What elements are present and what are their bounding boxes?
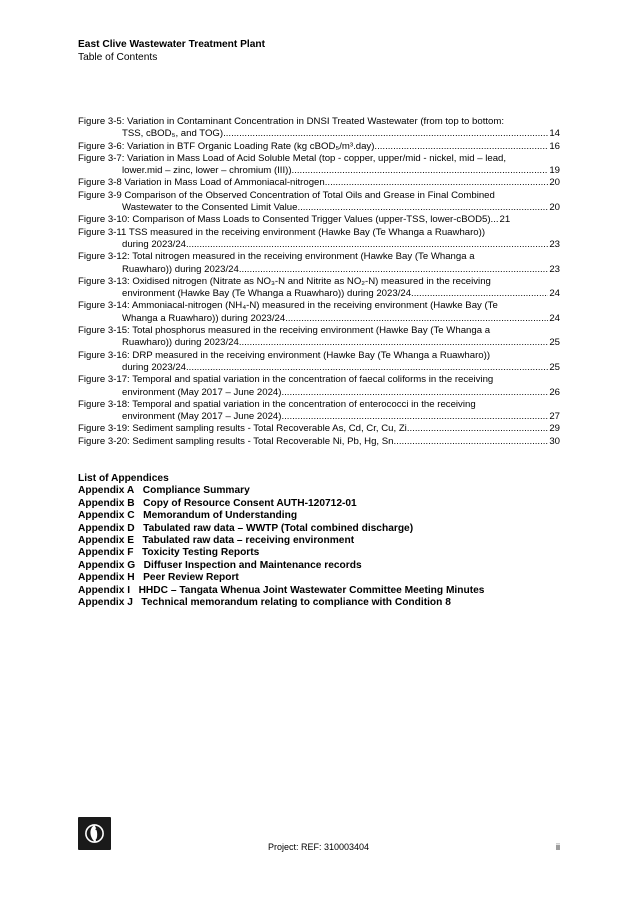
appendix-item[interactable] (78, 560, 484, 572)
toc-entry-line (78, 165, 560, 177)
toc-entry-text: Wastewater to the Consented Limit Value (122, 202, 298, 214)
toc-entry[interactable] (78, 276, 560, 301)
toc-entry-text: environment (May 2017 – June 2024) (122, 411, 282, 423)
toc-entry[interactable] (78, 116, 560, 141)
document-header (78, 39, 265, 64)
toc-leader-dots (186, 239, 548, 251)
toc-entry[interactable] (78, 227, 560, 252)
toc-entry-line (78, 128, 560, 140)
toc-page-number: 24 (549, 288, 560, 300)
appendix-title: Memorandum of Understanding (143, 510, 298, 522)
toc-entry-text: TSS, cBOD₅, and TOG) (122, 128, 224, 140)
toc-entry[interactable] (78, 423, 560, 435)
toc-page-number: 25 (549, 361, 560, 373)
toc-page-number: 25 (549, 337, 560, 349)
toc-entry[interactable] (78, 300, 560, 325)
toc-page-number: 23 (549, 263, 560, 275)
toc-page-number: 16 (549, 140, 560, 152)
toc-entry-text: Figure 3-8 Variation in Mass Load of Ammoniacal-nitrogen (78, 177, 325, 189)
toc-entry-text: environment (Hawke Bay (Te Whanga a Ruawharo)) during 2023/24 (122, 288, 412, 300)
toc-entry[interactable] (78, 141, 560, 153)
toc-entry[interactable] (78, 374, 560, 399)
appendix-item[interactable] (78, 510, 484, 522)
toc-entry-line (78, 288, 560, 300)
toc-entry[interactable] (78, 190, 560, 215)
toc-page-number: 24 (549, 312, 560, 324)
toc-entry[interactable] (78, 399, 560, 424)
toc-entry-text: Figure 3-18: Temporal and spatial variation in the concentration of enterococci in the receiving (78, 398, 476, 410)
toc-entry-line (78, 423, 560, 435)
appendix-label: Appendix I (78, 584, 131, 596)
toc-entry-line (78, 300, 560, 312)
toc-entry-text: Figure 3-14: Ammoniacal-nitrogen (NH₄-N) measured in the receiving environment (Hawke Bay (Te (78, 300, 498, 312)
appendix-title: Compliance Summary (142, 485, 250, 497)
toc-entry-line (78, 337, 560, 349)
toc-entry-text: Figure 3-11 TSS measured in the receiving environment (Hawke Bay (Te Whanga a Ruawharo)) (78, 226, 486, 238)
toc-leader-dots (411, 288, 548, 300)
toc-leader-dots (325, 177, 549, 189)
toc-entry-text: environment (May 2017 – June 2024) (122, 386, 282, 398)
toc-entry-line (78, 276, 560, 288)
toc-entry[interactable] (78, 350, 560, 375)
appendix-item[interactable] (78, 535, 484, 547)
toc-leader-dots (297, 202, 548, 214)
toc-leader-dots (394, 436, 549, 448)
toc-entry-line (78, 116, 560, 128)
toc-entry-line (78, 374, 560, 386)
toc-entry-text: Figure 3-13: Oxidised nitrogen (Nitrate as NO₃-N and Nitrite as NO₂-N) measured in the receiving (78, 275, 491, 287)
toc-leader-dots (407, 423, 549, 435)
toc-entry-line (78, 313, 560, 325)
appendix-item[interactable] (78, 485, 484, 497)
project-reference: Project: REF: 310003404 (268, 842, 370, 852)
toc-page-number: 26 (549, 386, 560, 398)
toc-entry-text: Ruawharo)) during 2023/24 (122, 337, 239, 349)
toc-page-number: 23 (549, 238, 560, 250)
toc-leader-dots (281, 387, 548, 399)
toc-entry-line (78, 214, 560, 226)
appendix-item[interactable] (78, 597, 484, 609)
toc-page-number: 20 (549, 202, 560, 214)
toc-entry-line (78, 362, 560, 374)
toc-entry-line (78, 411, 560, 423)
appendix-item[interactable] (78, 572, 484, 584)
appendix-label: Appendix F (78, 547, 134, 559)
toc-entry-line (78, 251, 560, 263)
appendix-item[interactable] (78, 498, 484, 510)
appendix-label: Appendix H (78, 572, 135, 584)
toc-entry-text: Whanga a Ruawharo)) during 2023/24 (122, 312, 286, 324)
toc-page-number: 19 (549, 165, 560, 177)
toc-entry-text: Figure 3-19: Sediment sampling results - Total Recoverable As, Cd, Cr, Cu, Zi (78, 423, 407, 435)
toc-leader-dots (239, 337, 549, 349)
stantec-logo-icon (78, 817, 111, 850)
toc-entry-line (78, 399, 560, 411)
toc-entry-text: Figure 3-16: DRP measured in the receiving environment (Hawke Bay (Te Whanga a Ruawharo)) (78, 349, 491, 361)
toc-entry-line (78, 239, 560, 251)
toc-entry-text: Figure 3-10: Comparison of Mass Loads to Consented Trigger Values (upper-TSS, lower-cBOD5) (78, 214, 491, 226)
document-title: East Clive Wastewater Treatment Plant (78, 39, 266, 50)
toc-leader-dots (374, 141, 548, 153)
appendix-label: Appendix D (78, 522, 135, 534)
appendix-title: Copy of Resource Consent AUTH-120712-01 (143, 497, 357, 509)
toc-entry-line (78, 325, 560, 337)
toc-entry-text: Ruawharo)) during 2023/24 (122, 263, 239, 275)
toc-entry[interactable] (78, 153, 560, 178)
toc-page-number: 29 (549, 423, 560, 435)
toc-leader-dots (281, 411, 548, 423)
toc-entry-line (78, 387, 560, 399)
appendix-label: Appendix E (78, 535, 135, 547)
toc-entry-text: lower.mid – zinc, lower – chromium (III)) (122, 165, 292, 177)
toc-entry-line (78, 190, 560, 202)
toc-entry[interactable] (78, 436, 560, 448)
toc-entry-text: Figure 3-20: Sediment sampling results - Total Recoverable Ni, Pb, Hg, Sn (78, 435, 394, 447)
toc-entry[interactable] (78, 251, 560, 276)
toc-entry-line (78, 350, 560, 362)
toc-entry-text: Figure 3-5: Variation in Contaminant Concentration in DNSI Treated Wastewater (from top to bottom: (78, 116, 505, 127)
appendix-item[interactable] (78, 547, 484, 559)
document-subtitle: Table of Contents (78, 51, 158, 63)
appendix-label: Appendix A (78, 485, 135, 497)
toc-page-number: 14 (549, 128, 560, 140)
toc-entry-text: during 2023/24 (122, 238, 187, 250)
toc-page-number: 27 (549, 411, 560, 423)
toc-entry[interactable] (78, 177, 560, 189)
toc-entry-text: Figure 3-7: Variation in Mass Load of Acid Soluble Metal (top - copper, upper/mid - nickel, mid – lead, (78, 152, 507, 164)
toc-leader-dots (186, 362, 548, 374)
toc-page-number: 30 (549, 435, 560, 447)
toc-entry-text: Figure 3-12: Total nitrogen measured in the receiving environment (Hawke Bay (Te Whanga a (78, 251, 475, 263)
toc-page-number: 21 (499, 214, 511, 226)
toc-leader-dots (292, 165, 549, 177)
toc-entry-text: Figure 3-9 Comparison of the Observed Concentration of Total Oils and Grease in Final Combined (78, 189, 495, 201)
appendix-label: Appendix J (78, 597, 133, 609)
appendix-title: HHDC – Tangata Whenua Joint Wastewater Committee Meeting Minutes (138, 584, 485, 596)
appendix-label: Appendix B (78, 497, 135, 509)
appendix-title: Tabulated raw data – receiving environment (142, 535, 355, 547)
appendix-item[interactable] (78, 585, 484, 597)
toc-entry-line (78, 202, 560, 214)
appendices-heading: List of Appendices (78, 473, 169, 484)
toc-entry-text: Figure 3-6: Variation in BTF Organic Loading Rate (kg cBOD₅/m³.day) (78, 140, 375, 152)
toc-leader-dots (239, 264, 549, 276)
list-of-figures (78, 116, 560, 448)
page-number: ii (556, 842, 560, 852)
toc-entry-line (78, 227, 560, 239)
toc-leader-dots (285, 313, 548, 325)
appendix-item[interactable] (78, 523, 484, 535)
appendix-title: Tabulated raw data – WWTP (Total combined discharge) (143, 522, 414, 534)
toc-leader-dots (491, 214, 499, 226)
list-of-appendices (78, 473, 484, 609)
toc-entry-line (78, 264, 560, 276)
toc-leader-dots (223, 128, 548, 140)
toc-page-number: 20 (549, 177, 560, 189)
toc-entry-text: Figure 3-17: Temporal and spatial variation in the concentration of faecal coliforms in the receiving (78, 374, 494, 386)
appendix-title: Diffuser Inspection and Maintenance records (143, 559, 362, 571)
toc-entry-line (78, 436, 560, 448)
appendix-label: Appendix G (78, 559, 136, 571)
toc-entry-text: during 2023/24 (122, 361, 187, 373)
toc-entry-line (78, 153, 560, 165)
toc-entry[interactable] (78, 214, 560, 226)
toc-entry[interactable] (78, 325, 560, 350)
toc-entry-line (78, 141, 560, 153)
toc-entry-text: Figure 3-15: Total phosphorus measured in the receiving environment (Hawke Bay (Te Whanga a (78, 325, 491, 337)
appendix-label: Appendix C (78, 510, 135, 522)
appendix-title: Technical memorandum relating to compliance with Condition 8 (141, 597, 451, 609)
appendix-title: Toxicity Testing Reports (141, 547, 260, 559)
appendix-title: Peer Review Report (143, 572, 239, 584)
toc-entry-line (78, 177, 560, 189)
